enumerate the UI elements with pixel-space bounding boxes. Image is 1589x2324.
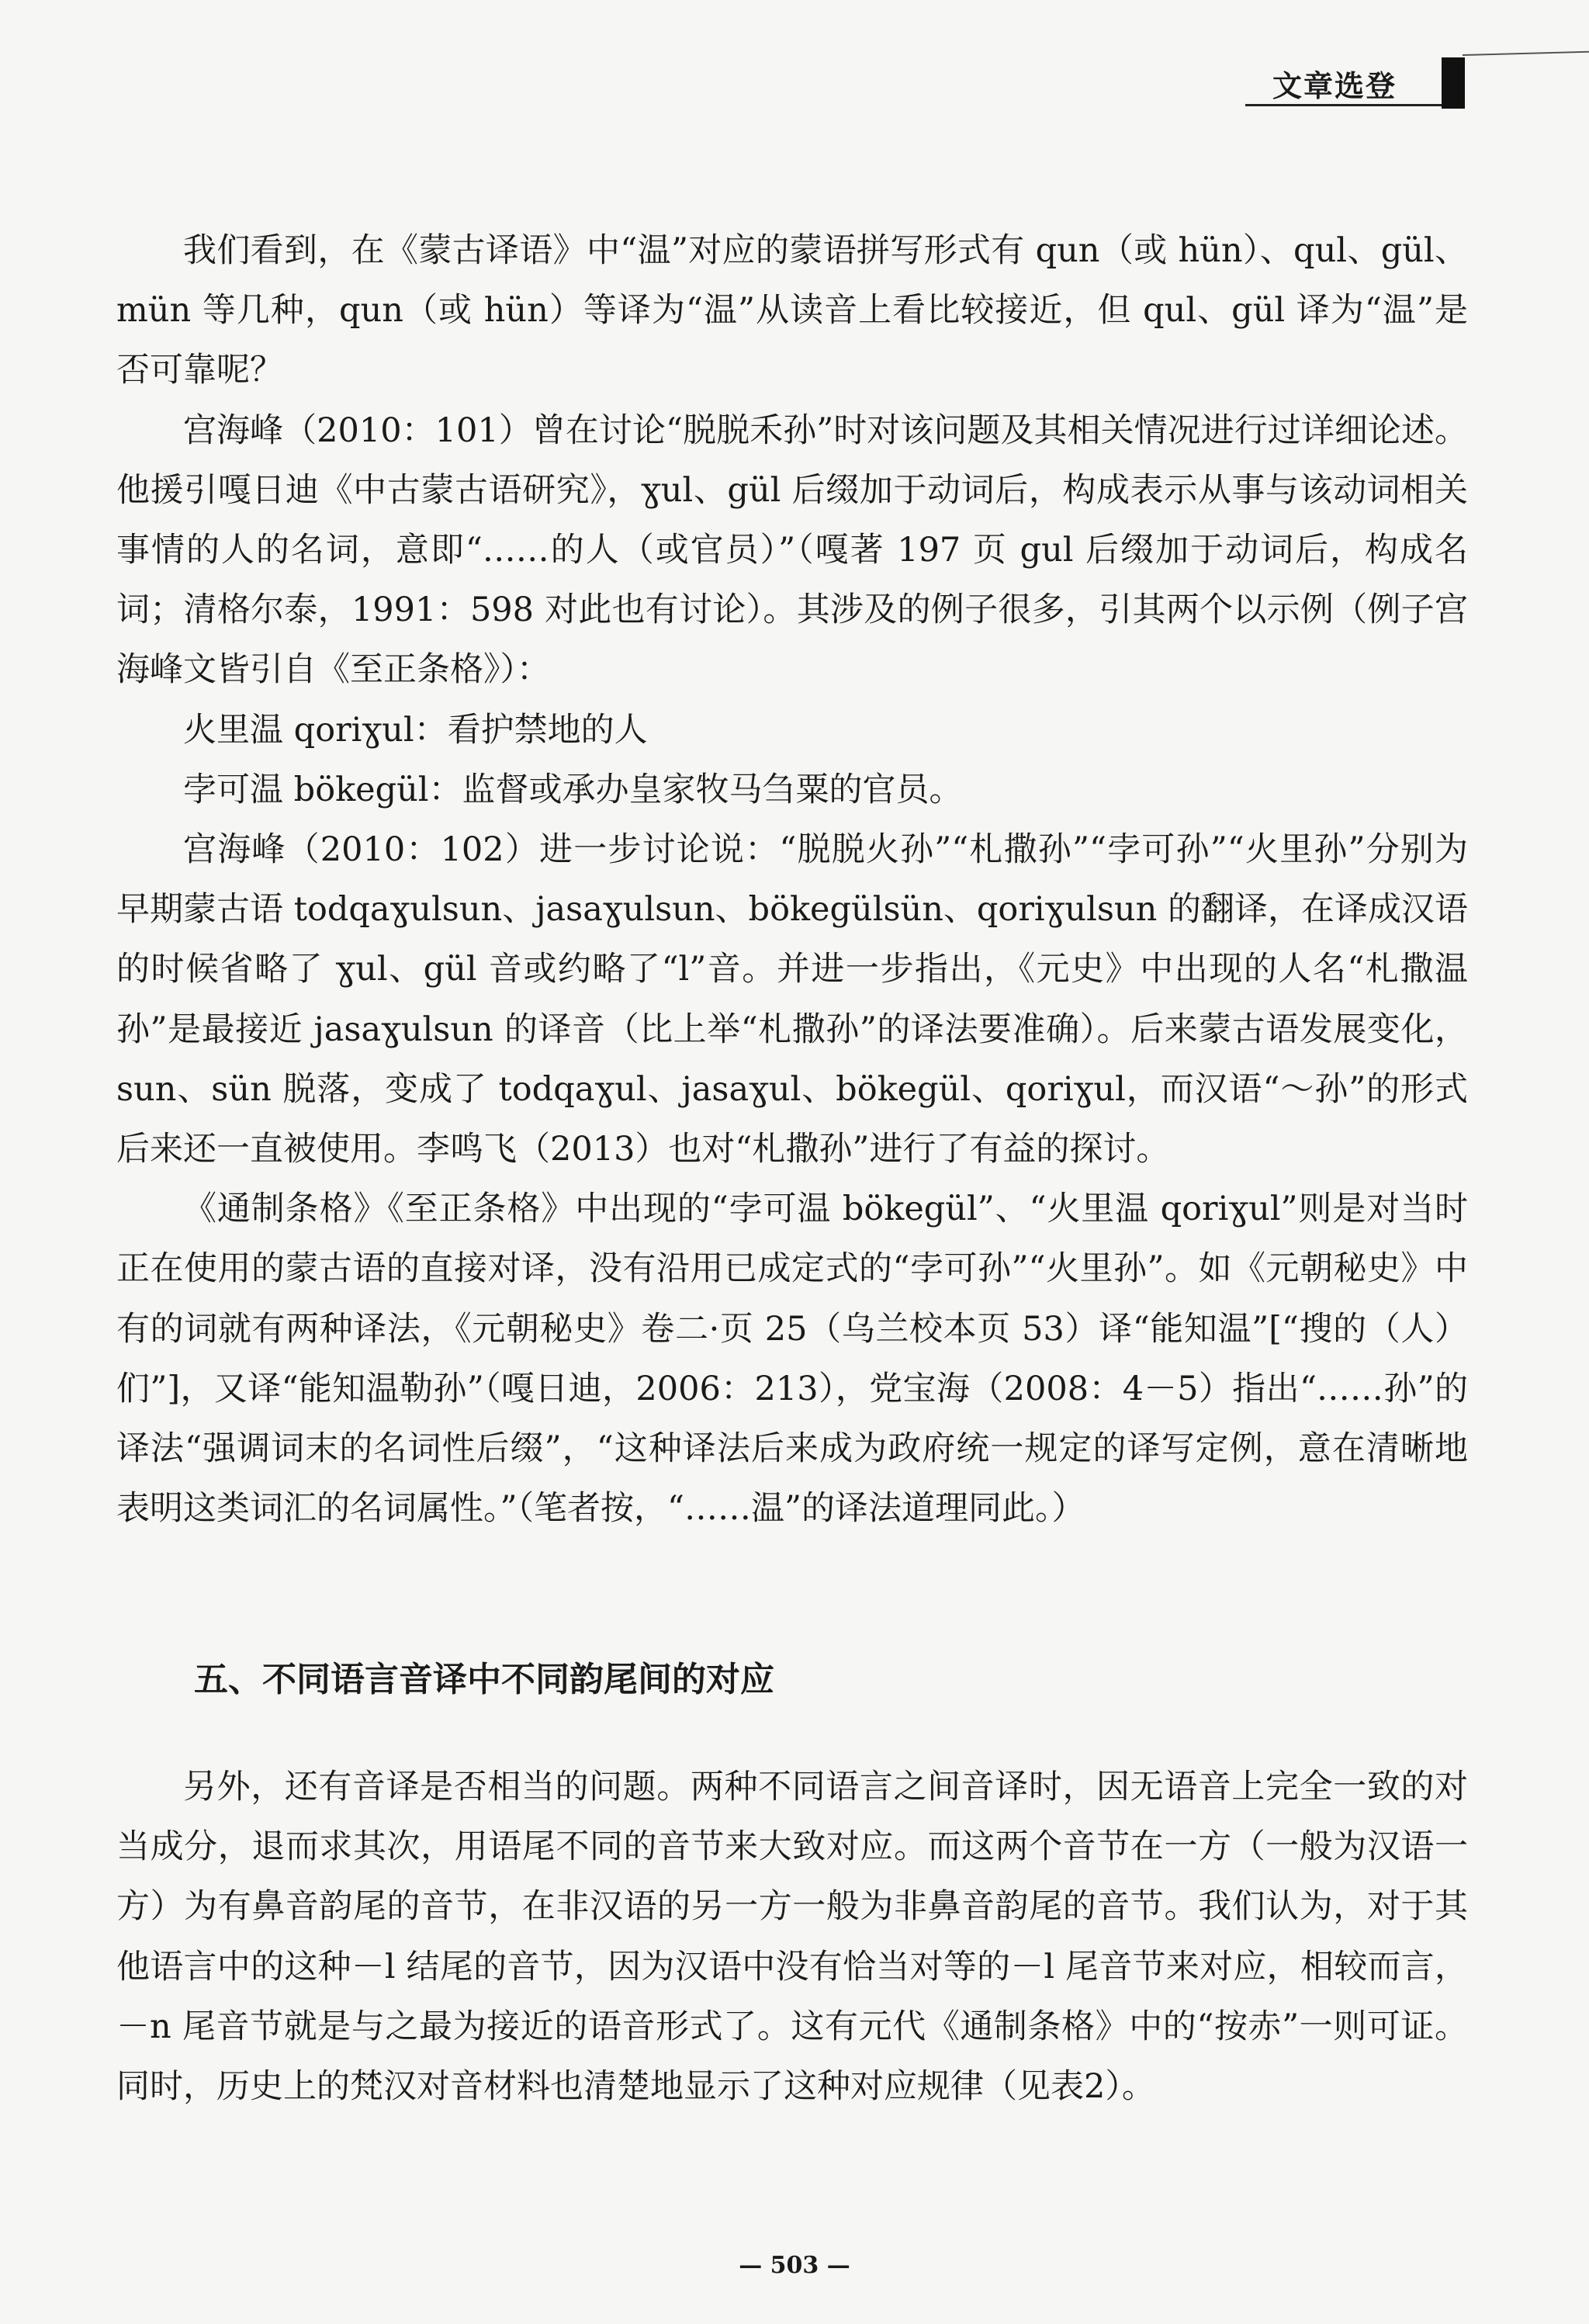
example-line: 孛可温 bökegül：监督或承办皇家牧马刍粟的官员。 [183,770,963,809]
paragraph: 宫海峰（2010：101）曾在讨论“脱脱禾孙”时对该问题及其相关情况进行过详细论述。他援引嘎日迪《中古蒙古语研究》，ɣul、gül 后缀加于动词后，构成表示从事与该动词相关事情的人的名词，意即“……的人（或官员）”（嘎著 197 页 gul 后缀加于动词后，构成名词；清格尔泰，1991：598 对此也有讨论）。其涉及的例子很多，引其两个以示例（例子宫海峰文皆引自《至正条格》）： [116,410,1468,690]
page-number: — 503 — [739,2252,850,2279]
running-header-label: 文章选登 [1272,69,1397,103]
paragraph: 宫海峰（2010：102）进一步讨论说：“脱脱火孙”“札撒孙”“孛可孙”“火里孙”分别为早期蒙古语 todqaɣulsun、jasaɣulsun、bökegülsün、qoriɣulsun 的翻译，在译成汉语的时候省略了 ɣul、gül 音或约略了“l”音。并进一步指出，《元史》中出现的人名“札撒温孙”是最接近 jasaɣulsun 的译音（比上举“札撒孙”的译法要准确）。后来蒙古语发展变化，sun、sün 脱落，变成了 todqaɣul、jasaɣul、bökegül、qoriɣul，而汉语“～孙”的形式后来还一直被使用。李鸣飞（2013）也对“札撒孙”进行了有益的探讨。 [116,830,1468,1169]
paragraph: 《通制条格》《至正条格》中出现的“孛可温 bökegül”、“火里温 qoriɣul”则是对当时正在使用的蒙古语的直接对译，没有沿用已成定式的“孛可孙”“火里孙”。如《元朝秘史》中有的词就有两种译法，《元朝秘史》卷二·页 25（乌兰校本页 53）译“能知温”[“搜的（人）们”]，又译“能知温勒孙”（嘎日迪，2006：213），党宝海（2008：4－5）指出“……孙”的译法“强调词末的名词性后缀”，“这种译法后来成为政府统一规定的译写定例，意在清晰地表明这类词汇的名词属性。”（笔者按，“……温”的译法道理同此。） [116,1190,1468,1529]
paragraph: 我们看到，在《蒙古译语》中“温”对应的蒙语拼写形式有 qun（或 hün）、qul、gül、mün 等几种，qun（或 hün）等译为“温”从读音上看比较接近，但 qul、gül 译为“温”是否可靠呢？ [116,231,1468,390]
body-text-part2 [116,1758,1468,2117]
example-line: 火里温 qoriɣul：看护禁地的人 [183,710,648,750]
header-rule-extension [1463,51,1589,56]
body-text-part1 [116,221,1468,1539]
header-marker-block [1442,57,1465,109]
paragraph: 另外，还有音译是否相当的问题。两种不同语言之间音译时，因无语音上完全一致的对当成分，退而求其次，用语尾不同的音节来大致对应。而这两个音节在一方（一般为汉语一方）为有鼻音韵尾的音节，在非汉语的另一方一般为非鼻音韵尾的音节。我们认为，对于其他语言中的这种－l 结尾的音节，因为汉语中没有恰当对等的－l 尾音节来对应，相较而言，－n 尾音节就是与之最为接近的语音形式了。这有元代《通制条格》中的“按赤”一则可证。同时，历史上的梵汉对音材料也清楚地显示了这种对应规律（见表2）。 [116,1768,1468,2107]
section-heading: 五、不同语言音译中不同韵尾间的对应 [194,1660,774,1699]
